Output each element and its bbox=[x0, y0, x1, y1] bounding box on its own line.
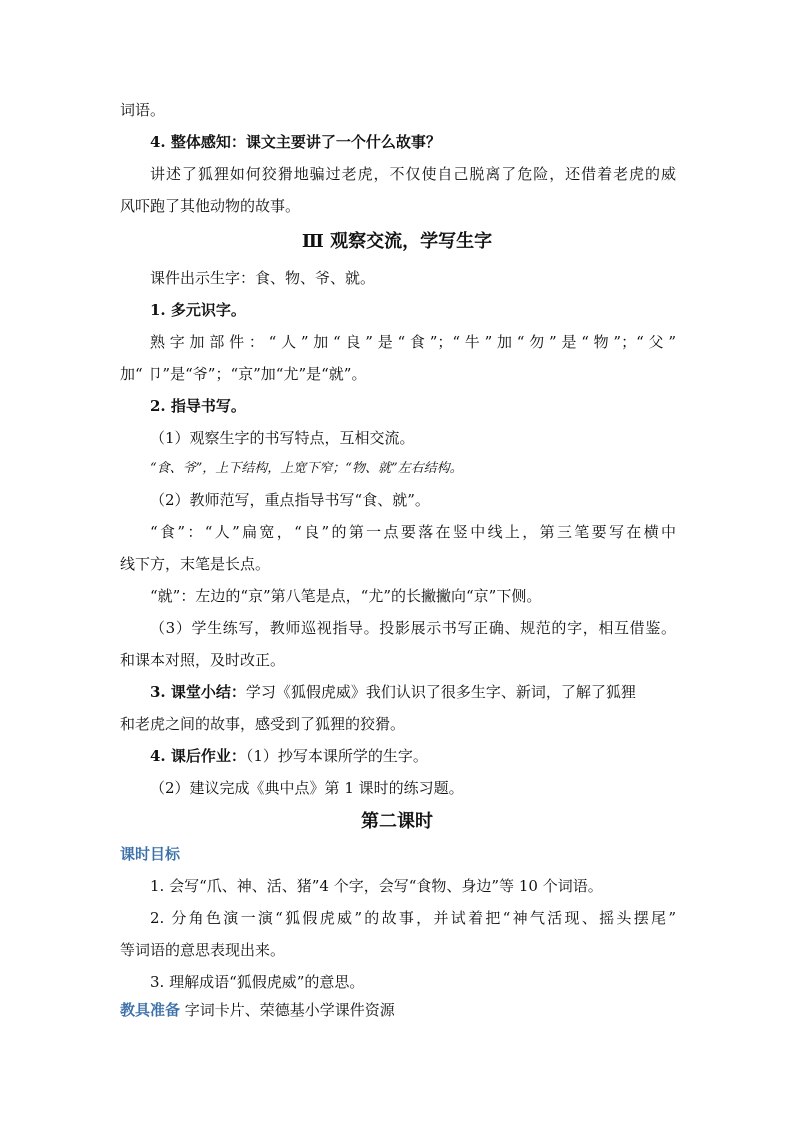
text-line: 词语。 bbox=[120, 101, 166, 119]
text-line: （2）建议完成《典中点》第 1 课时的练习题。 bbox=[150, 779, 464, 797]
text-line: 熟字加部件：“人”加“良”是“食”；“牛”加“勿”是“物”；“父” bbox=[150, 333, 676, 351]
summary-text: 学习《狐假虎威》我们认识了很多生字、新词，了解了狐狸 bbox=[245, 683, 636, 701]
section-heading-second-lesson: 第二课时 bbox=[361, 811, 433, 832]
homework-text: （1）抄写本课所学的生字。 bbox=[245, 747, 428, 765]
text-line: 和课本对照，及时改正。 bbox=[120, 651, 286, 669]
text-line: “就”：左边的“京”第八笔是点，“尤”的长撇撇向“京”下侧。 bbox=[150, 587, 542, 605]
text-line: 和老虎之间的故事，感受到了狐狸的狡猾。 bbox=[120, 715, 406, 733]
question-heading: 4. 整体感知：课文主要讲了一个什么故事？ bbox=[150, 133, 441, 151]
text-line: 风吓跑了其他动物的故事。 bbox=[120, 197, 301, 215]
text-line: 加“ 卩”是“爷”；“京”加“尤”是“就”。 bbox=[120, 365, 367, 383]
teaching-aids-text: 字词卡片、荣德基小学课件资源 bbox=[184, 1001, 395, 1019]
text-line: “食”：“人”扁宽，“良”的第一点要落在竖中线上，第三笔要写在横中 bbox=[150, 523, 676, 541]
text-line: （2）教师范写，重点指导书写“食、就”。 bbox=[150, 491, 430, 509]
teaching-aids-line bbox=[120, 1000, 676, 1020]
handwritten-note: “食、爷”，上下结构，上宽下窄；“物、就”左右结构。 bbox=[150, 461, 463, 476]
text-line: （3）学生练写，教师巡视指导。投影展示书写正确、规范的字，相互借鉴。 bbox=[150, 619, 676, 637]
teaching-aids-label: 教具准备 bbox=[120, 1001, 181, 1019]
goal-item: 1. 会写“爪、神、活、猪”4 个字，会写“食物、身边”等 10 个词语。 bbox=[150, 877, 603, 895]
section-heading-iii: Ⅲ 观察交流，学写生字 bbox=[301, 231, 493, 252]
subheading: 2. 指导书写。 bbox=[150, 397, 246, 415]
text-line: （1）观察生字的书写特点，互相交流。 bbox=[150, 429, 415, 447]
text-line: 讲述了狐狸如何狡猾地骗过老虎，不仅使自己脱离了危险，还借着老虎的威 bbox=[150, 165, 676, 183]
goal-item: 2. 分角色演一演“狐假虎威”的故事，并试着把“神气活现、摇头摆尾” bbox=[150, 909, 676, 927]
homework-line bbox=[150, 746, 676, 766]
summary-line bbox=[150, 682, 676, 702]
lesson-goals-title: 课时目标 bbox=[120, 845, 181, 863]
text-line: 等词语的意思表现出来。 bbox=[120, 941, 286, 959]
homework-label: 4. 课后作业： bbox=[150, 747, 246, 765]
subheading: 1. 多元识字。 bbox=[150, 301, 246, 319]
text-line: 课件出示生字：食、物、爷、就。 bbox=[150, 269, 376, 287]
goal-item: 3. 理解成语“狐假虎威”的意思。 bbox=[150, 973, 365, 991]
summary-label: 3. 课堂小结： bbox=[150, 683, 246, 701]
text-line: 线下方，末笔是长点。 bbox=[120, 555, 271, 573]
